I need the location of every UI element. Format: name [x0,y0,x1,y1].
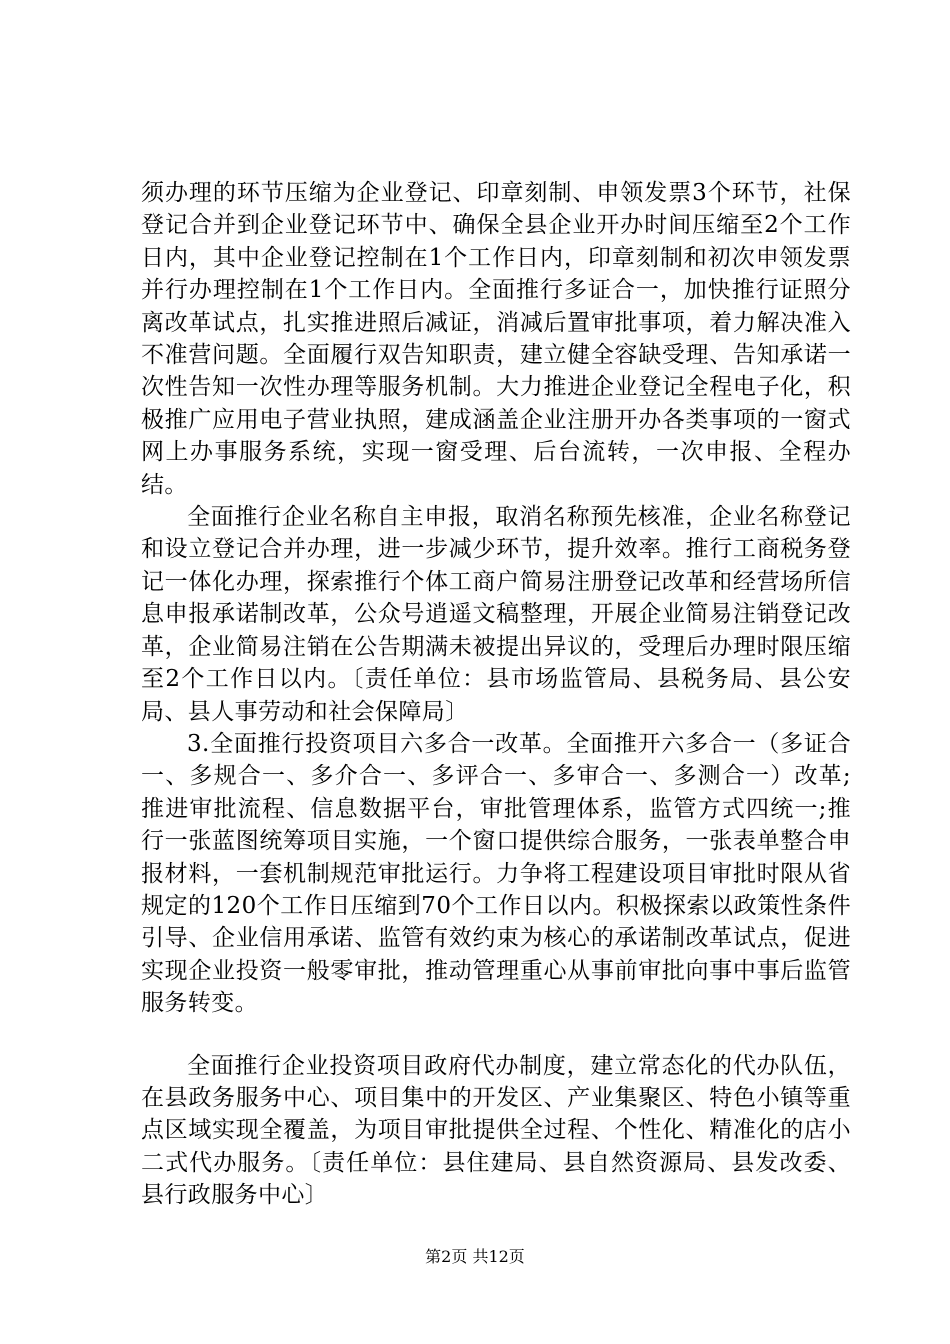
paragraph-2: 全面推行企业名称自主申报，取消名称预先核准，企业名称登记和设立登记合并办理，进一步减少环节，提升效率。推行工商税务登记一体化办理，探索推行个体工商户简易注册登记改革和经营场所信息申报承诺制改革，公众号逍遥文稿整理，开展企业简易注销登记改革，企业简易注销在公告期满未被提出异议的，受理后办理时限压缩至2个工作日以内。〔责任单位：县市场监管局、县税务局、县公安局、县人事劳动和社会保障局〕 [141,504,851,725]
paragraph-4: 全面推行企业投资项目政府代办制度，建立常态化的代办队伍，在县政务服务中心、项目集中的开发区、产业集聚区、特色小镇等重点区域实现全覆盖，为项目审批提供全过程、个性化、精准化的店小二式代办服务。〔责任单位：县住建局、县自然资源局、县发改委、县行政服务中心〕 [141,1052,851,1209]
paragraph-3: 3.全面推行投资项目六多合一改革。全面推开六多合一（多证合一、多规合一、多介合一、多评合一、多审合一、多测合一）改革;推进审批流程、信息数据平台，审批管理体系，监管方式四统一;推行一张蓝图统筹项目实施，一个窗口提供综合服务，一张表单整合申报材料，一套机制规范审批运行。力争将工程建设项目审批时限从省规定的120个工作日压缩到70个工作日以内。积极探索以政策性条件引导、企业信用承诺、监管有效约束为核心的承诺制改革试点，促进实现企业投资一般零审批，推动管理重心从事前审批向事中事后监管服务转变。 [141,730,851,1017]
paragraph-1: 须办理的环节压缩为企业登记、印章刻制、申领发票3个环节，社保登记合并到企业登记环节中、确保全县企业开办时间压缩至2个工作日内，其中企业登记控制在1个工作日内，印章刻制和初次申领发票并行办理控制在1个工作日内。全面推行多证合一，加快推行证照分离改革试点，扎实推进照后减证，消减后置审批事项，着力解决准入不准营问题。全面履行双告知职责，建立健全容缺受理、告知承诺一次性告知一次性办理等服务机制。大力推进企业登记全程电子化，积极推广应用电子营业执照，建成涵盖企业注册开办各类事项的一窗式网上办事服务系统，实现一窗受理、后台流转，一次申报、全程办结。 [141,180,851,498]
page-footer [0,1244,950,1267]
page-number: 第2页 共12页 [425,1247,525,1266]
document-body [141,177,851,1212]
